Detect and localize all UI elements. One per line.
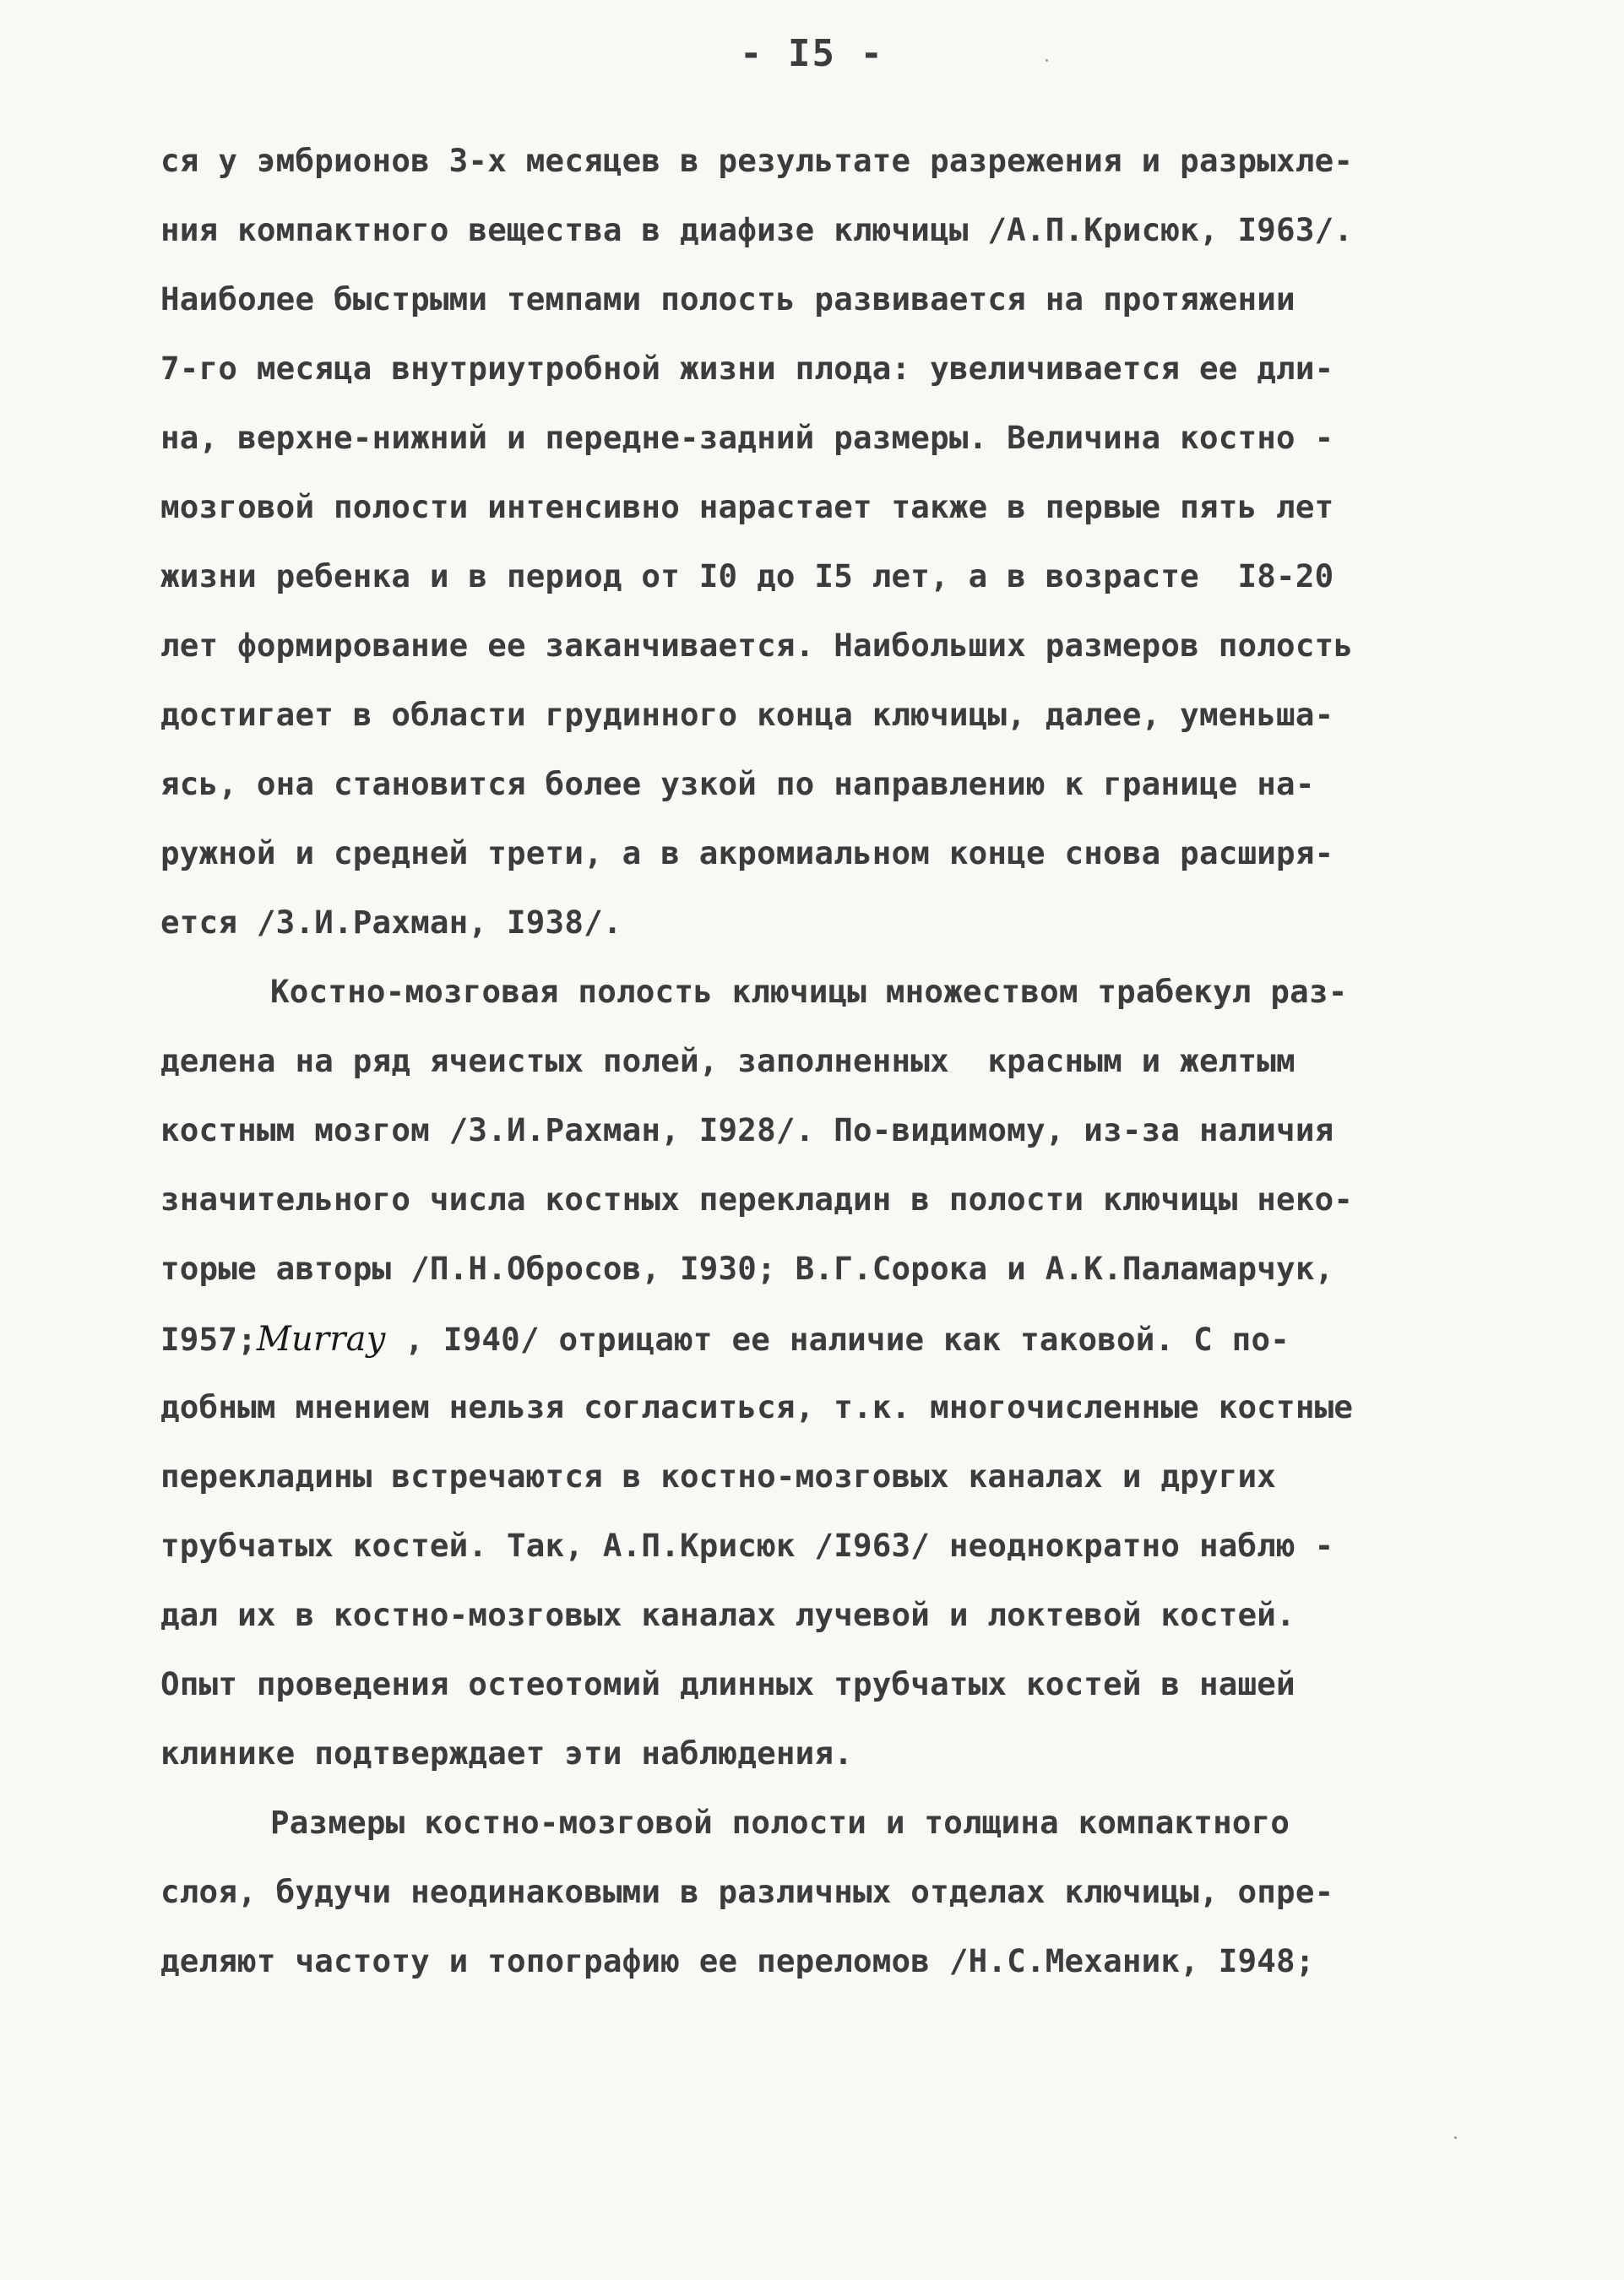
text-line: Опыт проведения остеотомий длинных трубчатых костей в нашей: [160, 1665, 1295, 1702]
text-line: слоя, будучи неодинаковыми в различных отделах ключицы, опре-: [160, 1873, 1334, 1910]
text-line: на, верхне-нижний и передне-задний размеры. Величина костно -: [160, 419, 1334, 456]
text-line: добным мнением нельзя согласиться, т.к. многочисленные костные: [160, 1388, 1354, 1425]
text-line: 7-го месяца внутриутробной жизни плода: увеличивается ее дли-: [160, 350, 1334, 387]
text-line: костным мозгом /З.И.Рахман, I928/. По-видимому, из-за наличия: [160, 1111, 1334, 1148]
text-line: мозговой полости интенсивно нарастает также в первые пять лет: [160, 488, 1334, 525]
scan-speck: [1454, 2136, 1457, 2139]
text-line: трубчатых костей. Так, А.П.Крисюк /I963/ неоднократно наблю -: [160, 1527, 1334, 1564]
paragraph-first-line: Костно-мозговая полость ключицы множеством трабекул раз-: [270, 973, 1348, 1010]
scan-speck: [1046, 59, 1048, 62]
text-line: дал их в костно-мозговых каналах лучевой и локтевой костей.: [160, 1596, 1295, 1633]
text-line: ется /З.И.Рахман, I938/.: [160, 904, 622, 941]
text-line: ния компактного вещества в диафизе ключицы /А.П.Крисюк, I963/.: [160, 211, 1354, 248]
text-line: лет формирование ее заканчивается. Наибольших размеров полость: [160, 627, 1354, 664]
text-line: делена на ряд ячеистых полей, заполненных красным и желтым: [160, 1042, 1295, 1079]
paragraph-first-line: Размеры костно-мозговой полости и толщина компактного: [270, 1804, 1290, 1841]
text-line: жизни ребенка и в период от I0 до I5 лет, а в возрасте I8-20: [160, 557, 1334, 594]
text-line: клинике подтверждает эти наблюдения.: [160, 1734, 853, 1772]
text-line: достигает в области грудинного конца ключицы, далее, уменьша-: [160, 696, 1334, 733]
text-segment: , I940/ отрицают ее наличие как таковой. С по-: [385, 1321, 1290, 1358]
page-number: - I5 -: [740, 32, 884, 75]
handwritten-name: Murray: [256, 1320, 386, 1359]
text-line: перекладины встречаются в костно-мозговых каналах и других: [160, 1458, 1277, 1495]
text-line: ружной и средней трети, а в акромиальном конце снова расширя-: [160, 834, 1334, 871]
text-line: значительного числа костных перекладин в полости ключицы неко-: [160, 1181, 1354, 1218]
text-segment: I957;: [160, 1321, 257, 1358]
text-line-with-handwriting: [160, 1320, 1290, 1359]
text-line: торые авторы /П.Н.Обросов, I930; В.Г.Сорока и А.К.Паламарчук,: [160, 1250, 1334, 1287]
text-line: деляют частоту и топографию ее переломов /Н.С.Механик, I948;: [160, 1942, 1315, 1979]
text-line: ся у эмбрионов 3-х месяцев в результате разрежения и разрыхле-: [160, 142, 1354, 179]
text-line: ясь, она становится более узкой по направлению к границе на-: [160, 765, 1315, 802]
text-line: Наиболее быстрыми темпами полость развивается на протяжении: [160, 280, 1295, 318]
